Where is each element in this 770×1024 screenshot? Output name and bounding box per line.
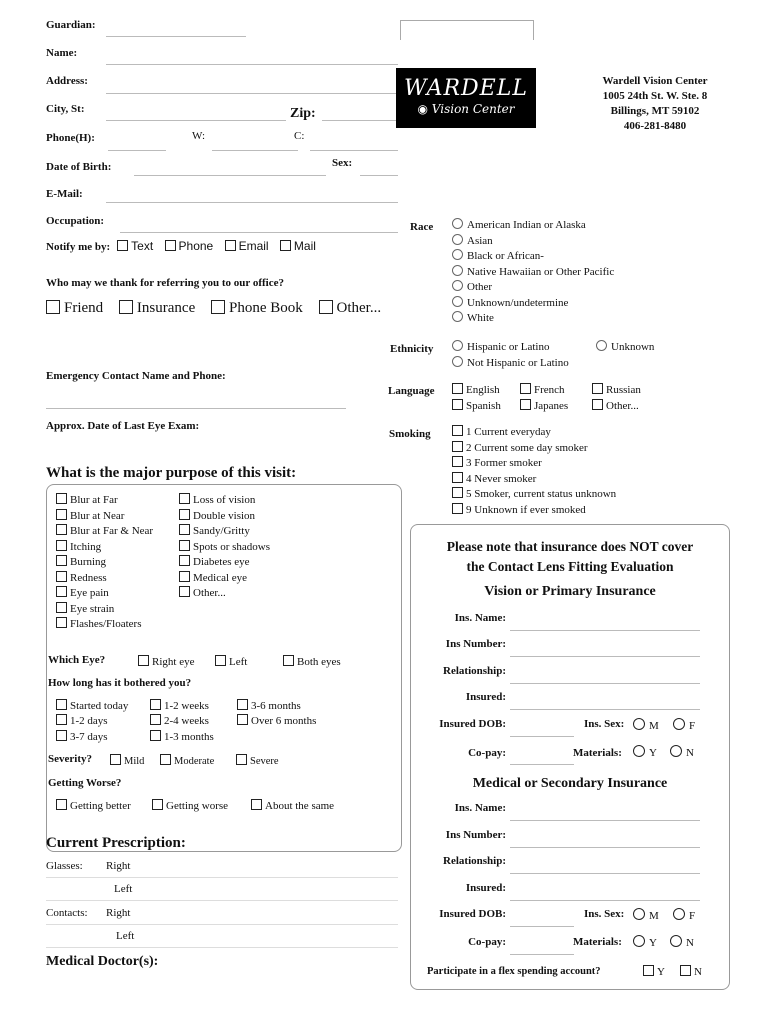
checkbox[interactable]: [225, 240, 236, 251]
insurance-notice-line2: the Contact Lens Fitting Evaluation: [466, 559, 674, 574]
primary-ins-name-field[interactable]: [510, 630, 700, 631]
race-label: Race: [410, 221, 434, 233]
checkbox[interactable]: [452, 383, 463, 394]
checkbox[interactable]: [165, 240, 176, 251]
smoking-label: Smoking: [389, 428, 431, 440]
primary-ins-sex-label: Ins. Sex:: [584, 718, 625, 730]
checkbox[interactable]: [56, 509, 67, 520]
emergency-contact-field[interactable]: [46, 408, 346, 409]
visit-purpose-title: What is the major purpose of this visit:: [46, 465, 297, 481]
phone-cell-label: C:: [294, 130, 305, 142]
checkbox[interactable]: [211, 300, 225, 314]
radio[interactable]: [452, 280, 463, 291]
clinic-logo: [396, 68, 536, 128]
severity-mild-option[interactable]: Mild: [110, 754, 144, 767]
checkbox[interactable]: [56, 524, 67, 535]
checkbox[interactable]: [452, 472, 463, 483]
severity-severe-option[interactable]: Severe: [236, 754, 279, 767]
symptom-option[interactable]: Blur at Far: [56, 493, 153, 509]
language-spanish-option[interactable]: Spanish: [452, 399, 501, 412]
checkbox[interactable]: [280, 240, 291, 251]
primary-insured-label: Insured:: [465, 691, 506, 703]
occupation-field[interactable]: [120, 232, 398, 233]
checkbox[interactable]: [179, 540, 190, 551]
clinic-city: Billings, MT 59102: [610, 105, 700, 117]
zip-label: Zip:: [290, 106, 316, 121]
radio[interactable]: [670, 745, 682, 757]
primary-sex-m-option[interactable]: M: [633, 718, 659, 732]
medical-doctor-label: Medical Doctor(s):: [46, 954, 159, 969]
secondary-insurance-title: Medical or Secondary Insurance: [472, 776, 668, 791]
primary-materials-n-option[interactable]: N: [670, 745, 694, 759]
primary-copay-field[interactable]: [510, 764, 574, 765]
severity-moderate-option[interactable]: Moderate: [160, 754, 214, 767]
logo-main-text: WARDELL: [404, 76, 528, 101]
symptom-option[interactable]: Itching: [56, 540, 153, 556]
primary-ins-number-label: Ins Number:: [445, 638, 506, 650]
duration-label: How long has it bothered you?: [48, 677, 192, 689]
primary-insured-field[interactable]: [510, 709, 700, 710]
radio[interactable]: [452, 218, 463, 229]
radio[interactable]: [452, 296, 463, 307]
radio[interactable]: [633, 935, 645, 947]
which-eye-left-option[interactable]: Left: [215, 655, 247, 668]
address-label: Address:: [46, 75, 88, 87]
checkbox[interactable]: [237, 714, 248, 725]
smoking-option[interactable]: 9 Unknown if ever smoked: [452, 503, 616, 519]
symptom-option[interactable]: Eye strain: [56, 602, 153, 618]
smoking-option[interactable]: 2 Current some day smoker: [452, 441, 616, 457]
symptom-option[interactable]: Spots or shadows: [179, 540, 270, 556]
checkbox[interactable]: [236, 754, 247, 765]
last-exam-label: Approx. Date of Last Eye Exam:: [46, 420, 200, 432]
primary-sex-f-option[interactable]: F: [673, 718, 695, 732]
radio[interactable]: [452, 340, 463, 351]
symptom-option[interactable]: Double vision: [179, 509, 270, 525]
notify-phone-option[interactable]: Phone: [165, 239, 214, 253]
sex-field[interactable]: [360, 175, 398, 176]
which-eye-both-option[interactable]: Both eyes: [283, 655, 341, 668]
checkbox[interactable]: [152, 799, 163, 810]
radio[interactable]: [452, 265, 463, 276]
insurance-notice-line1: Please note that insurance does NOT cover: [446, 539, 694, 554]
checkbox[interactable]: [56, 602, 67, 613]
glasses-left-label: Left: [114, 883, 133, 895]
symptom-option[interactable]: Eye pain: [56, 586, 153, 602]
checkbox[interactable]: [56, 493, 67, 504]
notify-label: Notify me by:: [46, 241, 111, 253]
phone-work-label: W:: [192, 130, 206, 142]
checkbox[interactable]: [56, 714, 67, 725]
radio[interactable]: [633, 718, 645, 730]
checkbox[interactable]: [215, 655, 226, 666]
radio[interactable]: [452, 356, 463, 367]
contacts-right-label: Right: [106, 907, 131, 919]
duration-option[interactable]: 1-3 months: [150, 730, 214, 743]
secondary-ins-sex-label: Ins. Sex:: [584, 908, 625, 920]
radio[interactable]: [633, 745, 645, 757]
ethnicity-not-hispanic-option[interactable]: Not Hispanic or Latino: [452, 356, 569, 369]
checkbox[interactable]: [56, 617, 67, 628]
primary-materials-label: Materials:: [573, 747, 622, 759]
clinic-phone: 406-281-8480: [623, 120, 687, 132]
primary-insured-dob-field[interactable]: [510, 736, 574, 737]
race-option[interactable]: Black or African-: [452, 249, 614, 265]
checkbox[interactable]: [452, 399, 463, 410]
checkbox[interactable]: [150, 699, 161, 710]
flex-y-option[interactable]: Y: [643, 965, 665, 978]
radio[interactable]: [452, 249, 463, 260]
name-field[interactable]: [106, 64, 398, 65]
contacts-label: Contacts:: [46, 907, 88, 919]
emergency-contact-label: Emergency Contact Name and Phone:: [46, 370, 226, 382]
checkbox[interactable]: [680, 965, 691, 976]
clinic-street: 1005 24th St. W. Ste. 8: [602, 90, 708, 102]
race-option[interactable]: Other: [452, 280, 614, 296]
contacts-left-field[interactable]: [46, 947, 398, 948]
checkbox[interactable]: [119, 300, 133, 314]
duration-option[interactable]: Over 6 months: [237, 714, 316, 727]
checkbox[interactable]: [520, 383, 531, 394]
smoking-option[interactable]: 3 Former smoker: [452, 456, 616, 472]
language-label: Language: [388, 385, 435, 397]
secondary-materials-n-option[interactable]: N: [670, 935, 694, 949]
duration-option[interactable]: 1-2 days: [56, 714, 108, 727]
duration-option[interactable]: 3-6 months: [237, 699, 301, 712]
radio[interactable]: [596, 340, 607, 351]
language-other-option[interactable]: Other...: [592, 399, 639, 412]
notify-mail-option[interactable]: Mail: [280, 239, 316, 253]
glasses-left-field[interactable]: [46, 900, 398, 901]
glasses-right-label: Right: [106, 860, 131, 872]
notify-row: [46, 239, 316, 254]
referral-friend-option[interactable]: Friend: [46, 300, 103, 316]
glasses-right-field[interactable]: [46, 877, 398, 878]
clinic-name: Wardell Vision Center: [602, 75, 708, 87]
city-label: City, St:: [46, 103, 85, 115]
symptom-option[interactable]: Blur at Far & Near: [56, 524, 153, 540]
eye-icon: ◉: [417, 102, 432, 116]
checkbox[interactable]: [179, 524, 190, 535]
insurance-notice: [410, 537, 730, 577]
radio[interactable]: [673, 718, 685, 730]
checkbox[interactable]: [179, 555, 190, 566]
prescription-title: Current Prescription:: [46, 835, 186, 851]
city-field[interactable]: [106, 120, 286, 121]
symptom-option[interactable]: Medical eye: [179, 571, 270, 587]
zip-field[interactable]: [322, 120, 398, 121]
secondary-copay-label: Co-pay:: [468, 936, 506, 948]
duration-option[interactable]: 3-7 days: [56, 730, 108, 743]
radio[interactable]: [670, 935, 682, 947]
secondary-ins-name-label: Ins. Name:: [454, 802, 506, 814]
language-russian-option[interactable]: Russian: [592, 383, 641, 396]
checkbox[interactable]: [283, 655, 294, 666]
notify-email-option[interactable]: Email: [225, 239, 269, 253]
secondary-insured-label: Insured:: [465, 882, 506, 894]
checkbox[interactable]: [56, 555, 67, 566]
contacts-right-field[interactable]: [46, 924, 398, 925]
checkbox[interactable]: [452, 441, 463, 452]
logo-sub-text: ◉ Vision Center: [417, 102, 515, 116]
clinic-address: [540, 74, 770, 134]
checkbox[interactable]: [46, 300, 60, 314]
language-english-option[interactable]: English: [452, 383, 500, 396]
checkbox[interactable]: [117, 240, 128, 251]
primary-relationship-label: Relationship:: [443, 665, 506, 677]
referral-row: [46, 300, 381, 317]
symptoms-col2: [179, 493, 270, 602]
language-japanese-option[interactable]: Japanes: [520, 399, 568, 412]
race-option[interactable]: Asian: [452, 234, 614, 250]
symptom-option[interactable]: Flashes/Floaters: [56, 617, 153, 633]
checkbox[interactable]: [150, 714, 161, 725]
smoking-option[interactable]: 1 Current everyday: [452, 425, 616, 441]
flex-n-option[interactable]: N: [680, 965, 702, 978]
flex-spending-question: Participate in a flex spending account?: [427, 966, 601, 977]
notify-text-option[interactable]: Text: [117, 239, 153, 253]
primary-ins-name-label: Ins. Name:: [454, 612, 506, 624]
race-option[interactable]: Unknown/undetermine: [452, 296, 614, 312]
occupation-label: Occupation:: [46, 215, 105, 227]
symptom-option[interactable]: Blur at Near: [56, 509, 153, 525]
which-eye-right-option[interactable]: Right eye: [138, 655, 194, 668]
checkbox[interactable]: [56, 540, 67, 551]
referral-insurance-option[interactable]: Insurance: [119, 300, 195, 316]
checkbox[interactable]: [452, 503, 463, 514]
worse-same-option[interactable]: About the same: [251, 799, 334, 812]
checkbox[interactable]: [138, 655, 149, 666]
worse-better-option[interactable]: Getting better: [56, 799, 131, 812]
checkbox[interactable]: [56, 571, 67, 582]
checkbox[interactable]: [452, 487, 463, 498]
duration-option[interactable]: 2-4 weeks: [150, 714, 209, 727]
secondary-materials-y-option[interactable]: Y: [633, 935, 657, 949]
checkbox[interactable]: [110, 754, 121, 765]
race-option[interactable]: Native Hawaiian or Other Pacific: [452, 265, 614, 281]
symptom-option[interactable]: Sandy/Gritty: [179, 524, 270, 540]
checkbox[interactable]: [592, 383, 603, 394]
checkbox[interactable]: [56, 699, 67, 710]
symptom-option[interactable]: Diabetes eye: [179, 555, 270, 571]
symptom-option[interactable]: Burning: [56, 555, 153, 571]
primary-insured-dob-label: Insured DOB:: [439, 718, 506, 730]
checkbox[interactable]: [643, 965, 654, 976]
phone-home-field[interactable]: [108, 150, 166, 151]
checkbox[interactable]: [237, 699, 248, 710]
checkbox[interactable]: [520, 399, 531, 410]
referral-other-option[interactable]: Other...: [319, 300, 382, 316]
radio[interactable]: [673, 908, 685, 920]
phone-work-field[interactable]: [212, 150, 298, 151]
radio[interactable]: [452, 234, 463, 245]
guardian-label: Guardian:: [46, 19, 96, 31]
secondary-insured-field[interactable]: [510, 900, 700, 901]
checkbox[interactable]: [592, 399, 603, 410]
checkbox[interactable]: [150, 730, 161, 741]
primary-ins-number-field[interactable]: [510, 656, 700, 657]
secondary-ins-number-field[interactable]: [510, 847, 700, 848]
secondary-insured-dob-label: Insured DOB:: [439, 908, 506, 920]
ethnicity-hispanic-option[interactable]: Hispanic or Latino: [452, 340, 549, 353]
checkbox[interactable]: [160, 754, 171, 765]
smoking-option[interactable]: 5 Smoker, current status unknown: [452, 487, 616, 503]
address-field[interactable]: [106, 93, 398, 94]
primary-insurance-title: Vision or Primary Insurance: [484, 584, 656, 599]
primary-copay-label: Co-pay:: [468, 747, 506, 759]
radio[interactable]: [452, 311, 463, 322]
symptom-option[interactable]: Other...: [179, 586, 270, 602]
secondary-relationship-label: Relationship:: [443, 855, 506, 867]
duration-option[interactable]: Started today: [56, 699, 128, 712]
checkbox[interactable]: [452, 425, 463, 436]
secondary-insured-dob-field[interactable]: [510, 926, 574, 927]
sex-label: Sex:: [332, 157, 353, 169]
secondary-sex-f-option[interactable]: F: [673, 908, 695, 922]
referral-question: Who may we thank for referring you to our office?: [46, 277, 284, 289]
secondary-materials-label: Materials:: [573, 936, 622, 948]
checkbox[interactable]: [56, 586, 67, 597]
name-label: Name:: [46, 47, 78, 59]
referral-phonebook-option[interactable]: Phone Book: [211, 300, 303, 316]
race-option[interactable]: American Indian or Alaska: [452, 218, 614, 234]
secondary-sex-m-option[interactable]: M: [633, 908, 659, 922]
worse-label: Getting Worse?: [48, 777, 122, 789]
glasses-label: Glasses:: [46, 860, 83, 872]
symptom-option[interactable]: Redness: [56, 571, 153, 587]
symptoms-col1: [56, 493, 153, 633]
severity-label: Severity?: [48, 753, 92, 765]
smoking-option[interactable]: 4 Never smoker: [452, 472, 616, 488]
duration-option[interactable]: 1-2 weeks: [150, 699, 209, 712]
dob-label: Date of Birth:: [46, 161, 112, 173]
guardian-field[interactable]: [106, 36, 246, 37]
race-option[interactable]: White: [452, 311, 614, 327]
phone-cell-field[interactable]: [310, 150, 398, 151]
primary-relationship-field[interactable]: [510, 683, 700, 684]
checkbox[interactable]: [452, 456, 463, 467]
primary-materials-y-option[interactable]: Y: [633, 745, 657, 759]
secondary-copay-field[interactable]: [510, 954, 574, 955]
email-label: E-Mail:: [46, 188, 83, 200]
checkbox[interactable]: [179, 586, 190, 597]
checkbox[interactable]: [56, 730, 67, 741]
email-field[interactable]: [106, 202, 398, 203]
checkbox[interactable]: [251, 799, 262, 810]
contacts-left-label: Left: [116, 930, 135, 942]
ethnicity-unknown-option[interactable]: Unknown: [596, 340, 654, 353]
checkbox[interactable]: [179, 571, 190, 582]
checkbox[interactable]: [319, 300, 333, 314]
secondary-ins-name-field[interactable]: [510, 820, 700, 821]
checkbox[interactable]: [56, 799, 67, 810]
ethnicity-label: Ethnicity: [390, 343, 434, 355]
checkbox[interactable]: [179, 509, 190, 520]
checkbox[interactable]: [179, 493, 190, 504]
dob-field[interactable]: [134, 175, 326, 176]
race-options: [452, 218, 614, 327]
secondary-ins-number-label: Ins Number:: [445, 829, 506, 841]
phone-home-label: Phone(H):: [46, 132, 95, 144]
office-use-box: [400, 20, 534, 40]
language-french-option[interactable]: French: [520, 383, 565, 396]
secondary-relationship-field[interactable]: [510, 873, 700, 874]
which-eye-label: Which Eye?: [48, 654, 106, 666]
worse-worse-option[interactable]: Getting worse: [152, 799, 228, 812]
smoking-options: [452, 425, 616, 518]
symptom-option[interactable]: Loss of vision: [179, 493, 270, 509]
radio[interactable]: [633, 908, 645, 920]
